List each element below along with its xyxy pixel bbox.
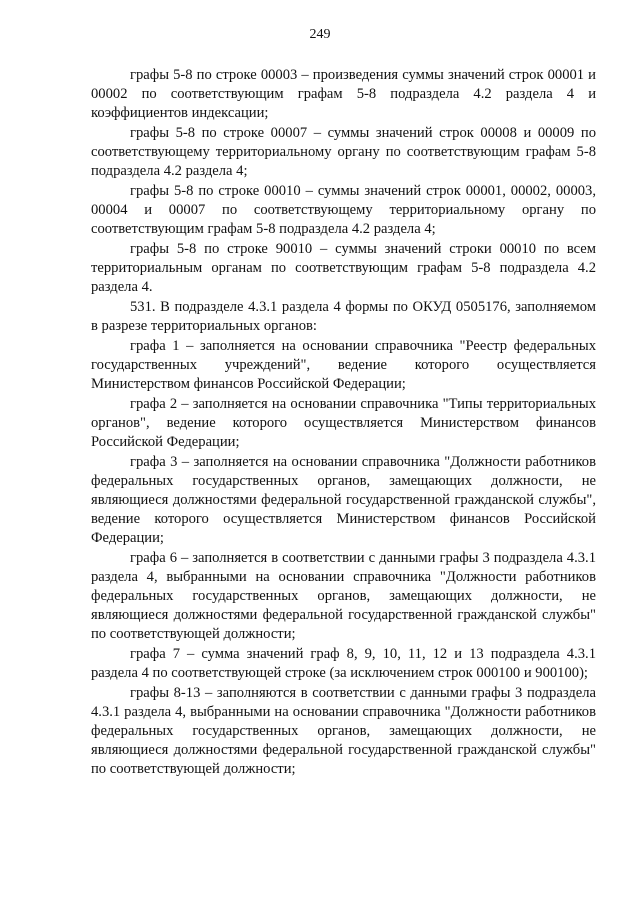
paragraph-row-00007: графы 5-8 по строке 00007 – суммы значений строк 00008 и 00009 по соответствующему территориальному органу по соответствующим графам 5-8 подраздела 4.2 раздела 4; [91,125,596,179]
paragraph-column-6: графа 6 – заполняется в соответствии с данными графы 3 подраздела 4.3.1 раздела 4, выбранными на основании справочника "Должности работников федеральных государственных органов, замещающих должности, не являющиеся должностями федеральной государственной гражданской службы" по соответствующей должности; [91,550,596,642]
page-number: 249 [309,27,331,42]
paragraph-row-90010: графы 5-8 по строке 90010 – суммы значений строки 00010 по всем территориальным органам по соответствующим графам 5-8 подраздела 4.2 раздела 4. [91,241,596,295]
paragraph-column-3: графа 3 – заполняется на основании справочника "Должности работников федеральных государственных органов, замещающих должности, не являющиеся должностями федеральной государственной гражданской службы", ведение которого осуществляется Министерством финансов Российской Федерации; [91,454,596,546]
paragraph-column-1: графа 1 – заполняется на основании справочника "Реестр федеральных государственных учреждений", ведение которого осуществляется Министерством финансов Российской Федерации; [91,338,596,392]
paragraph-row-00003: графы 5-8 по строке 00003 – произведения суммы значений строк 00001 и 00002 по соответствующим графам 5-8 подраздела 4.2 раздела 4 и коэффициентов индексации; [91,67,596,121]
paragraph-columns-8-13: графы 8-13 – заполняются в соответствии с данными графы 3 подраздела 4.3.1 раздела 4, выбранными на основании справочника "Должности работников федеральных государственных органов, замещающих должности, не являющиеся должностями федеральной государственной гражданской службы" по соответствующей должности; [91,684,596,777]
paragraph-row-00010: графы 5-8 по строке 00010 – суммы значений строк 00001, 00002, 00003, 00004 и 00007 по соответствующему территориальному органу по соответствующим графам 5-8 подраздела 4.2 раздела 4; [91,183,596,237]
paragraph-item-531: 531. В подразделе 4.3.1 раздела 4 формы по ОКУД 0505176, заполняемом в разрезе территориальных органов: [91,299,596,334]
paragraph-column-7: графа 7 – сумма значений граф 8, 9, 10, 11, 12 и 13 подраздела 4.3.1 раздела 4 по соответствующей строке (за исключением строк 000100 и 900100); [91,645,596,681]
document-body [91,66,596,780]
paragraph-column-2: графа 2 – заполняется на основании справочника "Типы территориальных органов", ведение которого осуществляется Министерством финансов Российской Федерации; [91,396,596,450]
